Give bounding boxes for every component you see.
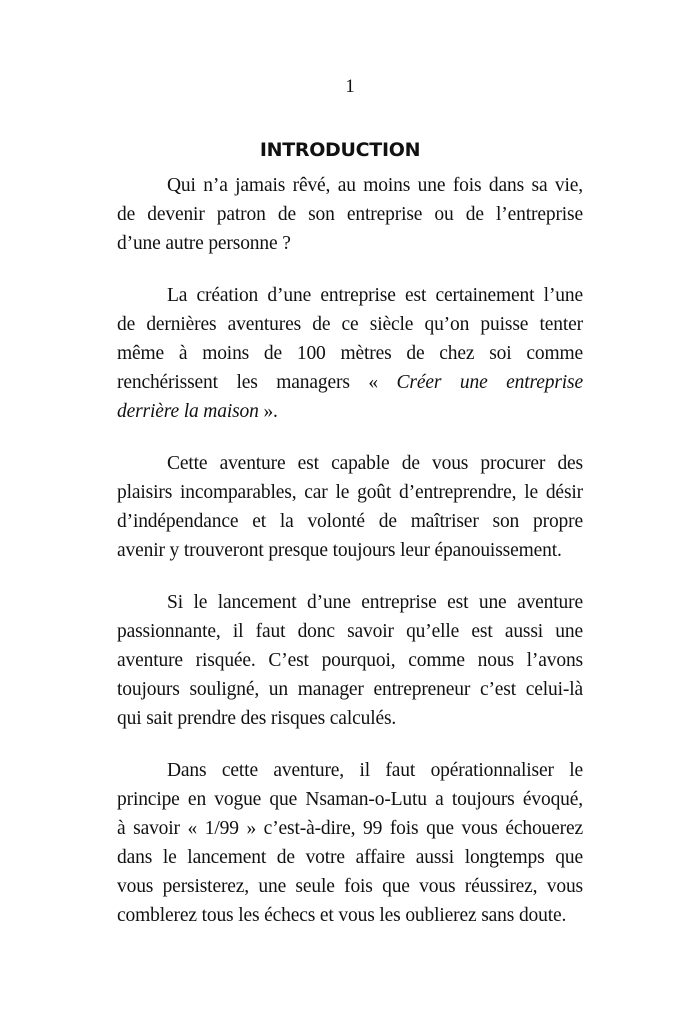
paragraph-5: [117, 756, 583, 930]
text-line: qui sait prendre des risques calculés.: [117, 708, 397, 729]
chapter-heading: INTRODUCTION: [259, 139, 421, 161]
text-line: d’indépendance et la volonté de maîtriser son propre: [117, 511, 583, 532]
text-line: passionnante, il faut donc savoir qu’elle est aussi une: [117, 621, 583, 642]
text-line: d’une autre personne ?: [117, 233, 291, 254]
text-line: comblerez tous les échecs et vous les oublierez sans doute.: [117, 905, 567, 926]
text-line: Dans cette aventure, il faut opérationnaliser le: [167, 760, 583, 781]
text-line: La création d’une entreprise est certainement l’une: [167, 285, 583, 306]
text-line: Cette aventure est capable de vous procurer des: [167, 453, 583, 474]
text-line: même à moins de 100 mètres de chez soi comme: [117, 343, 583, 364]
text-line: vous persisterez, une seule fois que vous réussirez, vous: [117, 876, 583, 897]
text-line: [117, 368, 583, 397]
paragraph-2: [117, 281, 583, 426]
text-line: à savoir « 1/99 » c’est-à-dire, 99 fois que vous échouerez: [117, 818, 583, 839]
text-line: [117, 397, 583, 426]
text-segment: renchérissent les managers «: [117, 372, 397, 393]
page-number: 1: [345, 76, 355, 97]
text-line: toujours souligné, un manager entrepreneur c’est celui-là: [117, 679, 583, 700]
text-line: dans le lancement de votre affaire aussi longtemps que: [117, 847, 583, 868]
text-line: de devenir patron de son entreprise ou de l’entreprise: [117, 204, 583, 225]
text-segment: ».: [258, 401, 278, 422]
paragraph-1: [117, 171, 583, 258]
paragraph-3: [117, 449, 583, 565]
text-line: aventure risquée. C’est pourquoi, comme nous l’avons: [117, 650, 583, 671]
text-line: de dernières aventures de ce siècle qu’on puisse tenter: [117, 314, 583, 335]
italic-quote: Créer une entreprise: [396, 372, 583, 393]
text-line: avenir y trouveront presque toujours leur épanouissement.: [117, 540, 562, 561]
text-line: principe en vogue que Nsaman-o-Lutu a toujours évoqué,: [117, 789, 583, 810]
text-line: Qui n’a jamais rêvé, au moins une fois dans sa vie,: [167, 175, 583, 196]
italic-quote: derrière la maison: [117, 401, 259, 422]
paragraph-4: [117, 588, 583, 733]
text-line: Si le lancement d’une entreprise est une aventure: [167, 592, 583, 613]
text-line: plaisirs incomparables, car le goût d’entreprendre, le désir: [117, 482, 583, 503]
